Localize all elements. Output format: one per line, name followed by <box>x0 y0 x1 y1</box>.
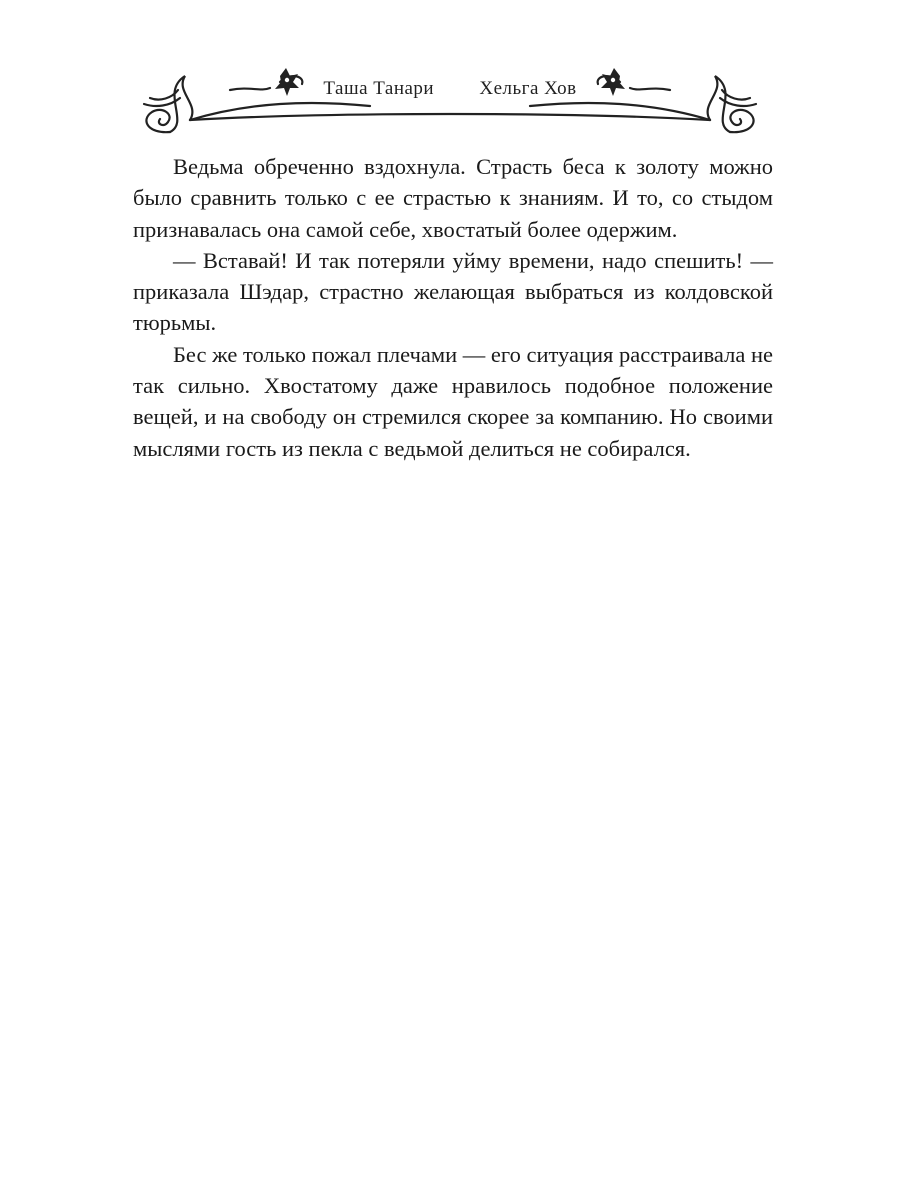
page-header <box>130 62 770 142</box>
paragraph: Ведьма обреченно вздохнула. Страсть беса к золоту можно было сравнить только с ее страстью к знаниям. И то, со стыдом признавалась она самой себе, хвостатый более одержим. <box>133 154 773 242</box>
running-header-authors <box>130 78 770 100</box>
author-name: Таша Танари <box>323 78 435 99</box>
floral-vine-icon <box>130 62 770 142</box>
paragraph: Бес же только пожал плечами — его ситуация расстраивала не так сильно. Хвостатому даже нравилось подобное положение вещей, и на свободу он стремился скорее за компанию. Но своими мыслями гость из пекла с ведьмой делиться не собирался. <box>133 341 773 461</box>
paragraph: — Вставай! И так потеряли уйму времени, надо спешить! — приказала Шэдар, страстно желающая выбраться из колдовской тюрьмы. <box>133 247 773 336</box>
page-body-text <box>133 151 773 464</box>
author-name: Хельга Хов <box>479 78 577 99</box>
